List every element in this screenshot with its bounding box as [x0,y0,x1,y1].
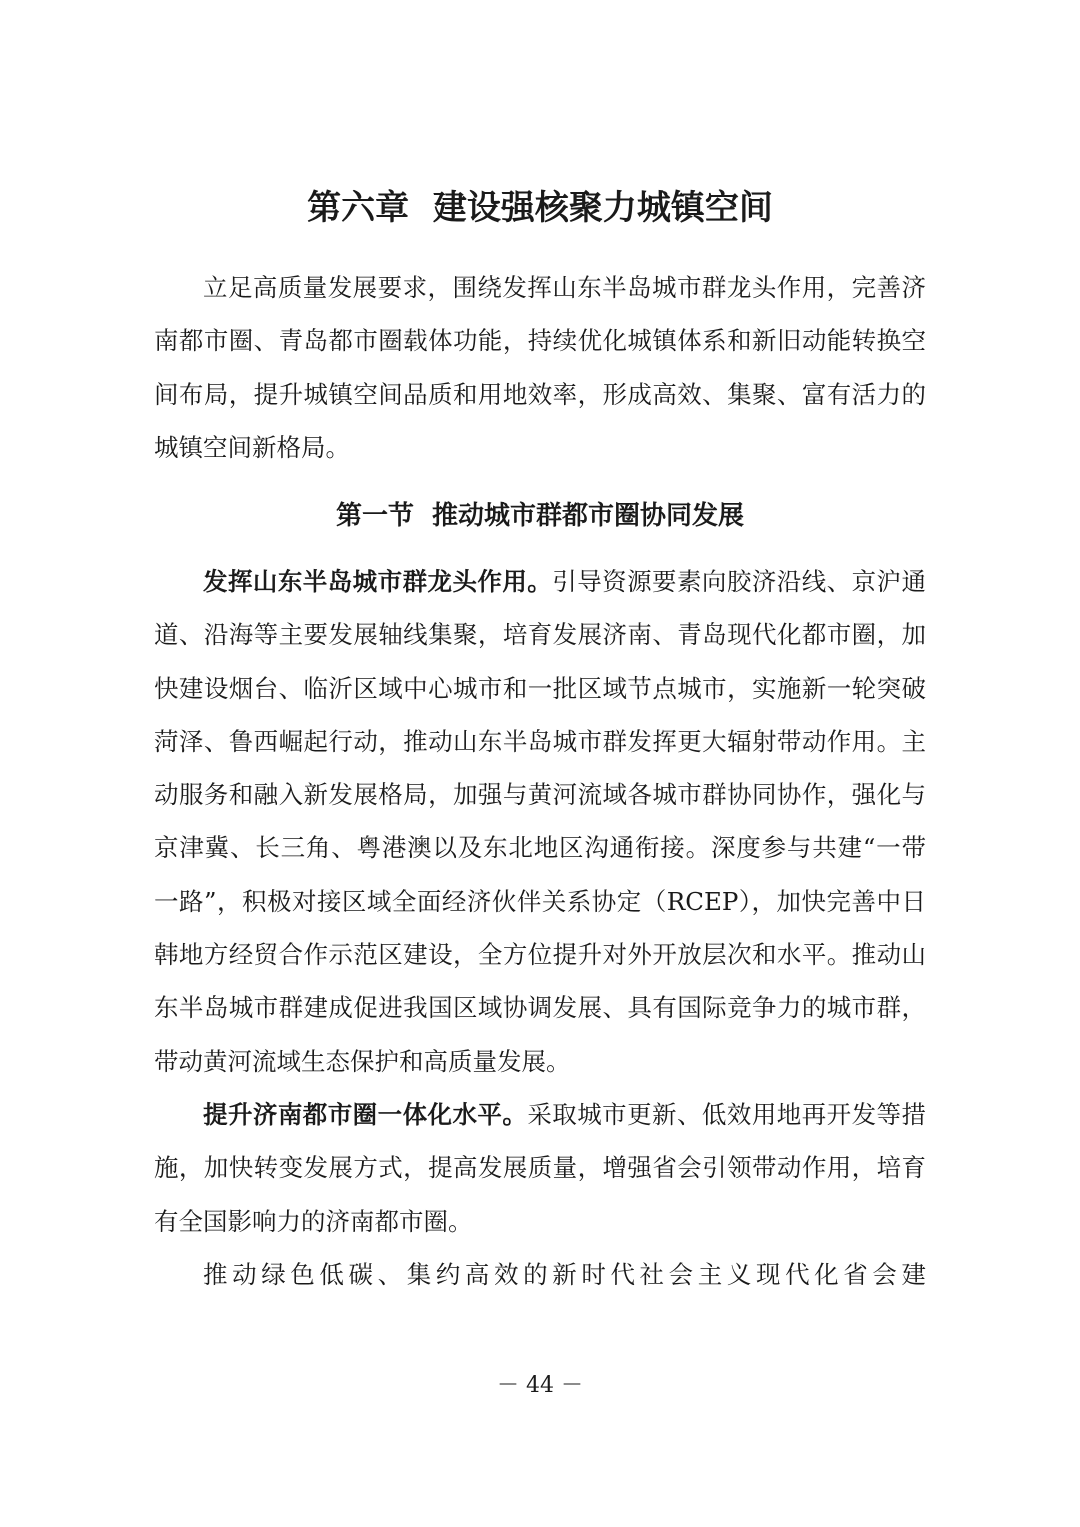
paragraph-lead: 提升济南都市圈一体化水平。 [203,1099,528,1129]
body-paragraph [154,1248,926,1301]
body-paragraph [154,1088,926,1248]
paragraph-lead: 发挥山东半岛城市群龙头作用。 [203,567,553,596]
chapter-title: 第六章 建设强核聚力城镇空间 [307,188,773,228]
paragraph-text: 推动绿色低碳、集约高效的新时代社会主义现代化省会建 [203,1259,926,1289]
section-title: 第一节 推动城市群都市圈协同发展 [335,501,745,531]
page-number: － 44 － [497,1373,583,1398]
chapter-intro-block [154,261,926,474]
body-paragraph [154,555,926,1088]
paragraph-text: 采取城市更新、低效用地再开发等措施，加快转变发展方式，提高发展质量，增强省会引领带动作用，培育有全国影响力的济南都市圈。 [154,1099,927,1236]
chapter-intro-paragraph: 立足高质量发展要求，围绕发挥山东半岛城市群龙头作用，完善济南都市圈、青岛都市圈载体功能，持续优化城镇体系和新旧动能转换空间布局，提升城镇空间品质和用地效率，形成高效、集聚、富有活力的城镇空间新格局。 [154,273,926,462]
section-body [154,555,926,1301]
paragraph-text: 引导资源要素向胶济沿线、京沪通道、沿海等主要发展轴线集聚，培育发展济南、青岛现代化都市圈，加快建设烟台、临沂区域中心城市和一批区域节点城市，实施新一轮突破菏泽、鲁西崛起行动，推动山东半岛城市群发挥更大辐射带动作用。主动服务和融入新发展格局，加强与黄河流域各城市群协同协作，强化与京津冀、长三角、粤港澳以及东北地区沟通衔接。深度参与共建“一带一路”，积极对接区域全面经济伙伴关系协定（RCEP），加快完善中日韩地方经贸合作示范区建设，全方位提升对外开放层次和水平。推动山东半岛城市群建成促进我国区域协调发展、具有国际竞争力的城市群，带动黄河流域生态保护和高质量发展。 [154,567,926,1076]
